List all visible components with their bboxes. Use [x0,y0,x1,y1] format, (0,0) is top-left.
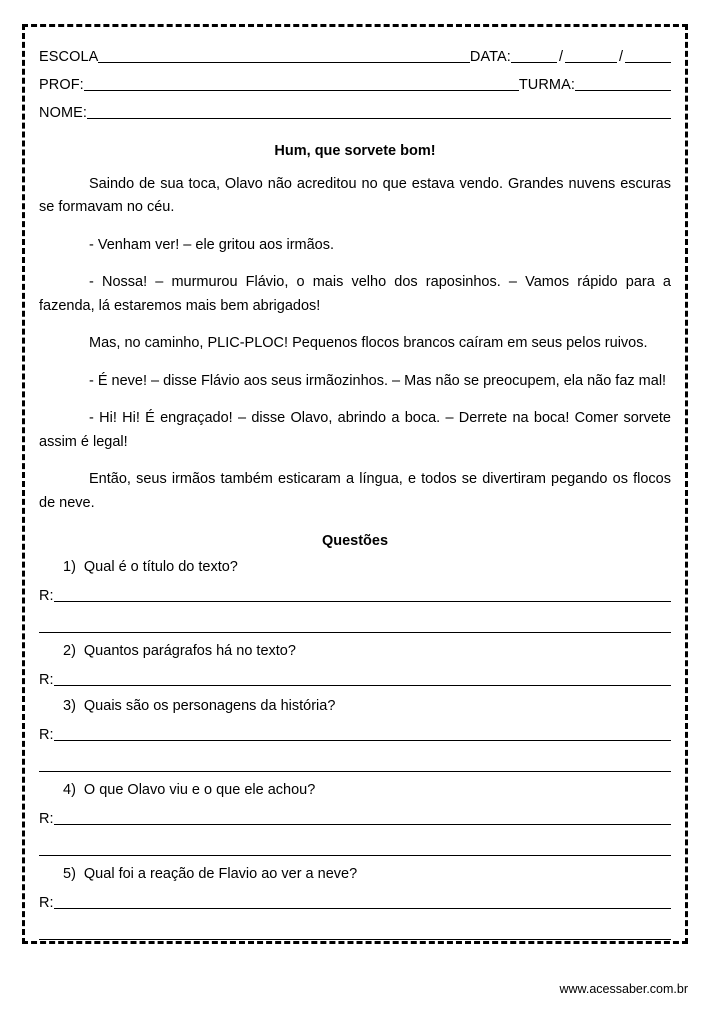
question-text: O que Olavo viu e o que ele achou? [83,782,316,799]
date-separator-2: / [618,49,623,65]
header-row-nome [39,93,671,121]
turma-input-line[interactable] [575,77,671,91]
date-separator-1: / [558,49,563,65]
story-paragraph: - Venham ver! – ele gritou aos irmãos. [89,236,335,253]
answer-input-line[interactable] [39,939,671,940]
answer-label: R: [39,672,54,689]
footer-website: www.acessaber.com.br [559,982,688,996]
prof-input-line[interactable] [84,77,519,91]
answer-row [39,588,671,604]
answer-row [39,811,671,827]
answer-input-line[interactable] [54,811,672,825]
data-label: DATA: [469,49,511,65]
escola-input-line[interactable] [98,49,469,63]
question-text: Qual é o título do texto? [83,559,238,576]
question-number: 1) [63,559,76,576]
answer-input-line[interactable] [39,771,671,772]
question-text: Qual foi a reação de Flavio ao ver a neve? [83,866,358,883]
answer-input-line[interactable] [54,895,672,909]
header-row-prof-turma [39,65,671,93]
question-number: 3) [63,698,76,715]
escola-label: ESCOLA [39,49,99,65]
story-paragraph: Então, seus irmãos também esticaram a língua, e todos se divertiram pegando os flocos de neve. [39,471,671,511]
data-month-input-line[interactable] [565,49,617,63]
story-paragraph: - Hi! Hi! É engraçado! – disse Olavo, abrindo a boca. – Derrete na boca! Comer sorvete assim é legal! [39,410,671,450]
question-item [39,643,671,659]
answer-label: R: [39,588,54,605]
story-paragraph: Saindo de sua toca, Olavo não acreditou no que estava vendo. Grandes nuvens escuras se formavam no céu. [39,176,671,216]
question-item [39,559,671,575]
story-paragraph: - É neve! – disse Flávio aos seus irmãozinhos. – Mas não se preocupem, ela não faz mal! [89,372,667,389]
answer-row [39,672,671,688]
answer-input-line[interactable] [54,588,672,602]
answer-input-line[interactable] [39,632,671,633]
question-item [39,698,671,714]
question-text: Quantos parágrafos há no texto? [83,643,296,660]
answer-input-line[interactable] [54,727,672,741]
answer-row [39,895,671,911]
question-item [39,866,671,882]
worksheet-page [22,24,688,944]
question-number: 5) [63,866,76,883]
answer-label: R: [39,811,54,828]
data-year-input-line[interactable] [625,49,671,63]
answer-input-line[interactable] [39,855,671,856]
header-row-escola-data [39,37,671,65]
story-paragraph: - Nossa! – murmurou Flávio, o mais velho dos raposinhos. – Vamos rápido para a fazenda, lá estaremos mais bem abrigados! [39,274,671,314]
questions-title: Questões [321,533,389,550]
nome-label: NOME: [39,105,88,121]
data-day-input-line[interactable] [511,49,557,63]
story-paragraph: Mas, no caminho, PLIC-PLOC! Pequenos flocos brancos caíram em seus pelos ruivos. [89,335,648,352]
nome-input-line[interactable] [87,105,671,119]
prof-label: PROF: [39,77,84,93]
answer-label: R: [39,727,54,744]
turma-label: TURMA: [518,77,575,93]
answer-row [39,727,671,743]
answer-input-line[interactable] [54,672,672,686]
question-item [39,782,671,798]
story-title: Hum, que sorvete bom! [274,143,436,159]
answer-label: R: [39,895,54,912]
question-number: 4) [63,782,76,799]
question-number: 2) [63,643,76,660]
question-text: Quais são os personagens da história? [83,698,336,715]
